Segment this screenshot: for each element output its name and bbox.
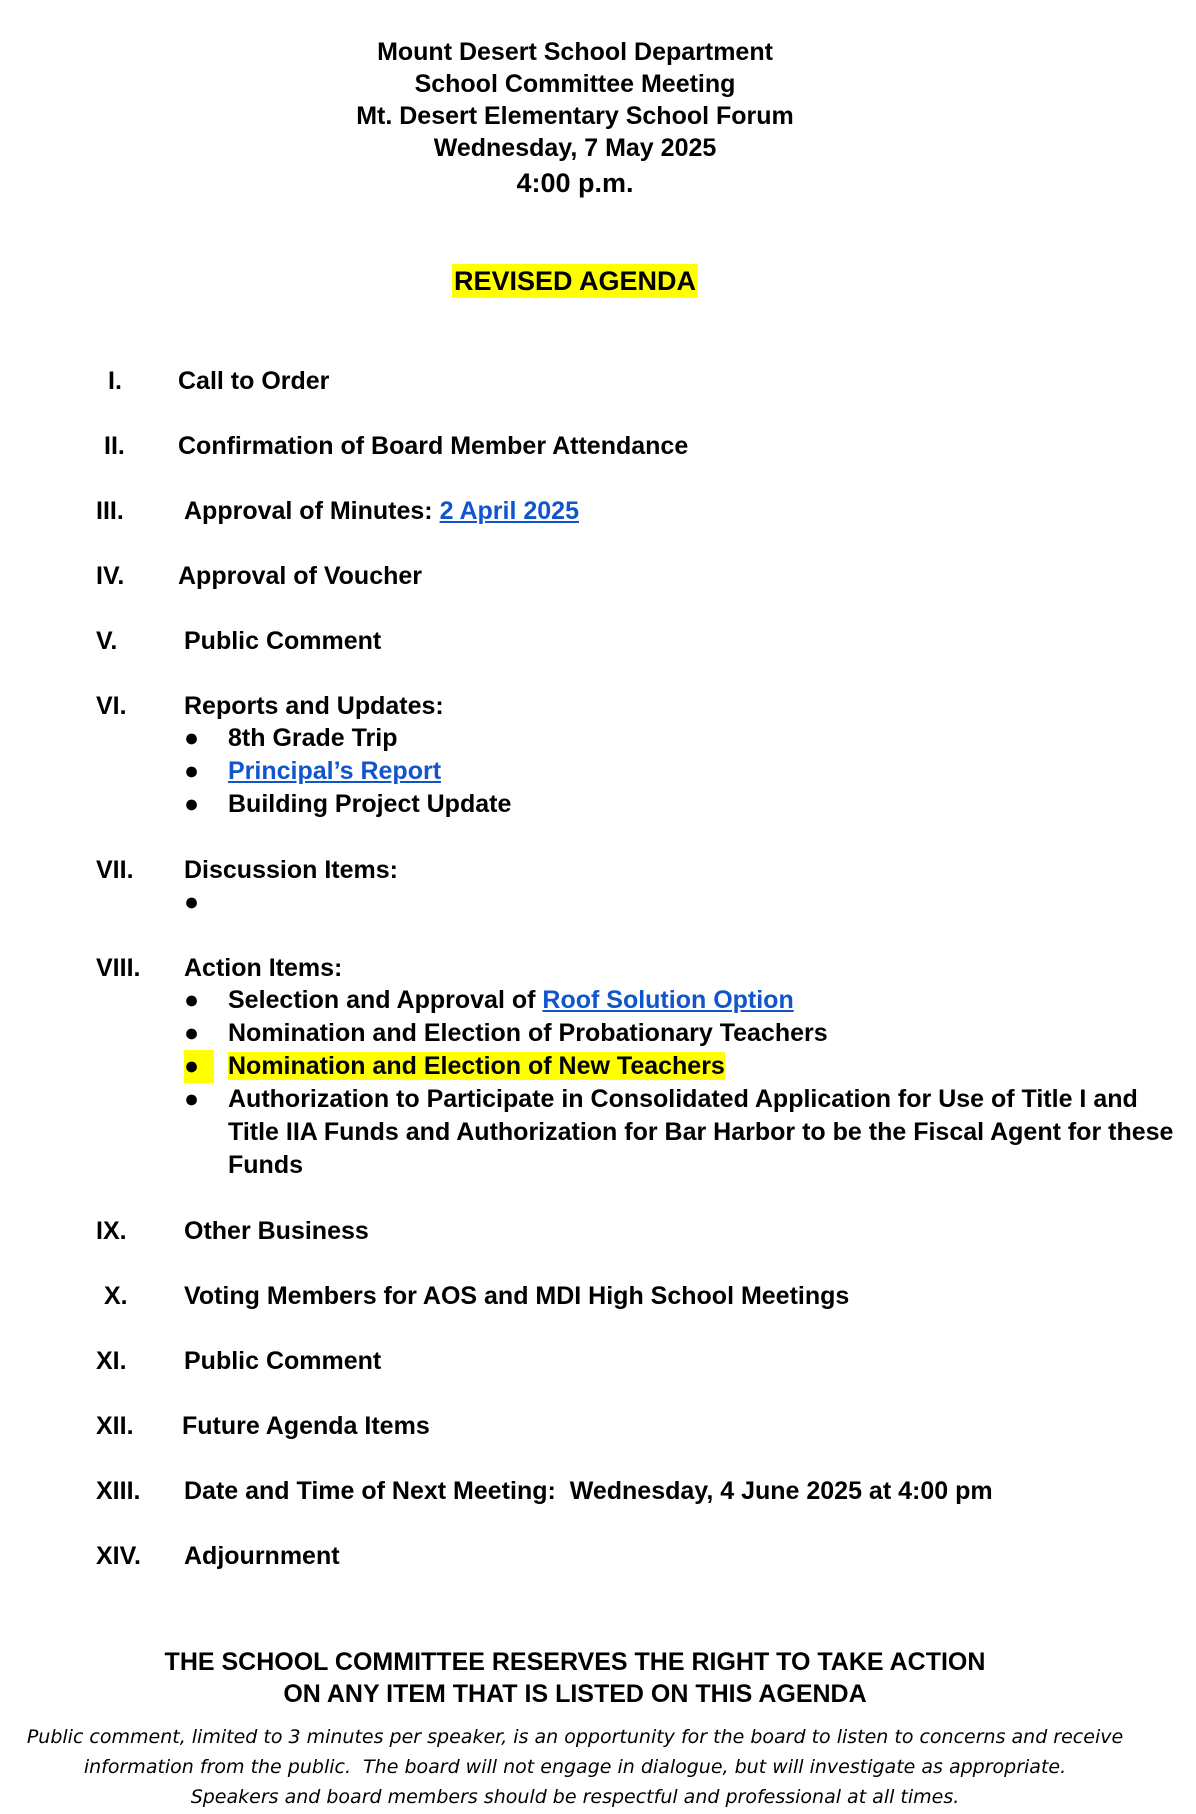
list-item-highlighted [184,1050,1176,1083]
item-title: Voting Members for AOS and MDI High School Meetings [184,1282,850,1310]
item-title: Discussion Items: [184,856,398,884]
item-number: I. [108,367,122,395]
item-title: Call to Order [178,367,330,395]
bullet-icon: ● [184,888,200,916]
item-title: Approval of Voucher [178,562,423,590]
item-title [184,495,1176,527]
item-title: Reports and Updates: [184,692,444,720]
item-number: IX. [96,1217,127,1245]
list-item [184,1017,1176,1050]
note-line-3: Speakers and board members should be respectful and professional at all times. [190,1786,960,1808]
item-number: X. [104,1282,128,1310]
notice-line-1: THE SCHOOL COMMITTEE RESERVES THE RIGHT TO TAKE ACTION [164,1648,986,1676]
item-number: III. [96,497,124,525]
list-item-text: Nomination and Election of New Teachers [228,1052,725,1080]
item-title-text: Approval of Minutes: [184,497,433,525]
meeting-date: Wednesday, 7 May 2025 [433,134,717,162]
item-title: Public Comment [184,1347,382,1375]
department-name: Mount Desert School Department [377,38,773,66]
item-number: II. [104,432,125,460]
item-number: XII. [96,1412,134,1440]
item-title: Confirmation of Board Member Attendance [178,432,689,460]
roof-solution-link[interactable]: Roof Solution Option [542,986,794,1014]
bullet-icon: ● [184,986,200,1014]
agenda-item-attendance [96,430,1176,462]
notice-line-2: ON ANY ITEM THAT IS LISTED ON THIS AGENDA [283,1680,867,1708]
agenda-item-adjournment [96,1540,1176,1572]
item-number: VII. [96,856,134,884]
agenda-item-next-meeting [96,1475,1176,1507]
agenda-item-voting-members [96,1280,1176,1312]
revised-agenda-label: REVISED AGENDA [453,266,697,296]
item-title: Action Items: [184,954,343,982]
agenda-item-public-comment-2 [96,1345,1176,1377]
item-number: VIII. [96,954,141,982]
item-number: XIV. [96,1542,141,1570]
list-item-text [228,986,794,1014]
principals-report-link[interactable]: Principal’s Report [228,757,442,785]
item-number: XIII. [96,1477,141,1505]
agenda-item-action [96,952,1176,1182]
bullet-icon: ● [184,1019,200,1047]
item-title: Adjournment [184,1542,340,1570]
agenda-item-discussion [96,854,1176,919]
meeting-time: 4:00 p.m. [516,168,634,198]
bullet-icon: ● [184,1085,200,1113]
item-title: Other Business [184,1217,369,1245]
discussion-list [184,886,1176,919]
agenda-item-call-to-order [96,365,1176,397]
note-line-1: Public comment, limited to 3 minutes per speaker, is an opportunity for the board to listen to concerns and receive [26,1726,1124,1748]
agenda-item-minutes [96,495,1176,527]
list-item-text: Building Project Update [228,790,512,818]
agenda-item-other-business [96,1215,1176,1247]
note-line-2: information from the public. The board will not engage in dialogue, but will investigate as appropriate. [83,1756,1067,1778]
item-title: Date and Time of Next Meeting: Wednesday, 4 June 2025 at 4:00 pm [184,1477,993,1505]
list-item-text: 8th Grade Trip [228,724,398,752]
agenda-item-public-comment [96,625,1176,657]
meeting-name: School Committee Meeting [414,70,736,98]
list-item [184,755,1176,788]
item-title: Future Agenda Items [182,1412,430,1440]
item-title: Public Comment [184,627,382,655]
agenda-item-reports [96,690,1176,821]
bullet-icon: ● [184,790,200,818]
public-comment-note [0,1722,1150,1812]
minutes-link[interactable]: 2 April 2025 [439,497,579,525]
list-item [184,788,1176,821]
list-item-text [228,888,235,916]
agenda-item-voucher [96,560,1176,592]
bullet-icon: ● [184,724,200,752]
list-item-text: Authorization to Participate in Consolidated Application for Use of Title I and Title IIA Funds and Authorization for Bar Harbor to be the Fiscal Agent for these Funds [228,1085,1174,1179]
reservation-notice [0,1646,1150,1710]
reports-list [184,722,1176,821]
list-item [184,886,1176,919]
action-list [184,984,1176,1182]
item-number: XI. [96,1347,127,1375]
revised-agenda-banner [0,266,1150,297]
list-item-text: Nomination and Election of Probationary Teachers [228,1019,828,1047]
list-item [184,984,1176,1017]
bullet-icon: ● [184,757,200,785]
agenda-list [96,365,1176,1605]
list-item [184,722,1176,755]
document-header [0,36,1150,202]
bullet-icon: ● [184,1050,214,1083]
item-number: VI. [96,692,127,720]
list-item [184,1083,1176,1182]
list-item-prefix: Selection and Approval of [228,986,543,1014]
item-number: IV. [96,562,125,590]
agenda-item-future-items [96,1410,1176,1442]
meeting-location: Mt. Desert Elementary School Forum [356,102,794,130]
item-number: V. [96,627,118,655]
